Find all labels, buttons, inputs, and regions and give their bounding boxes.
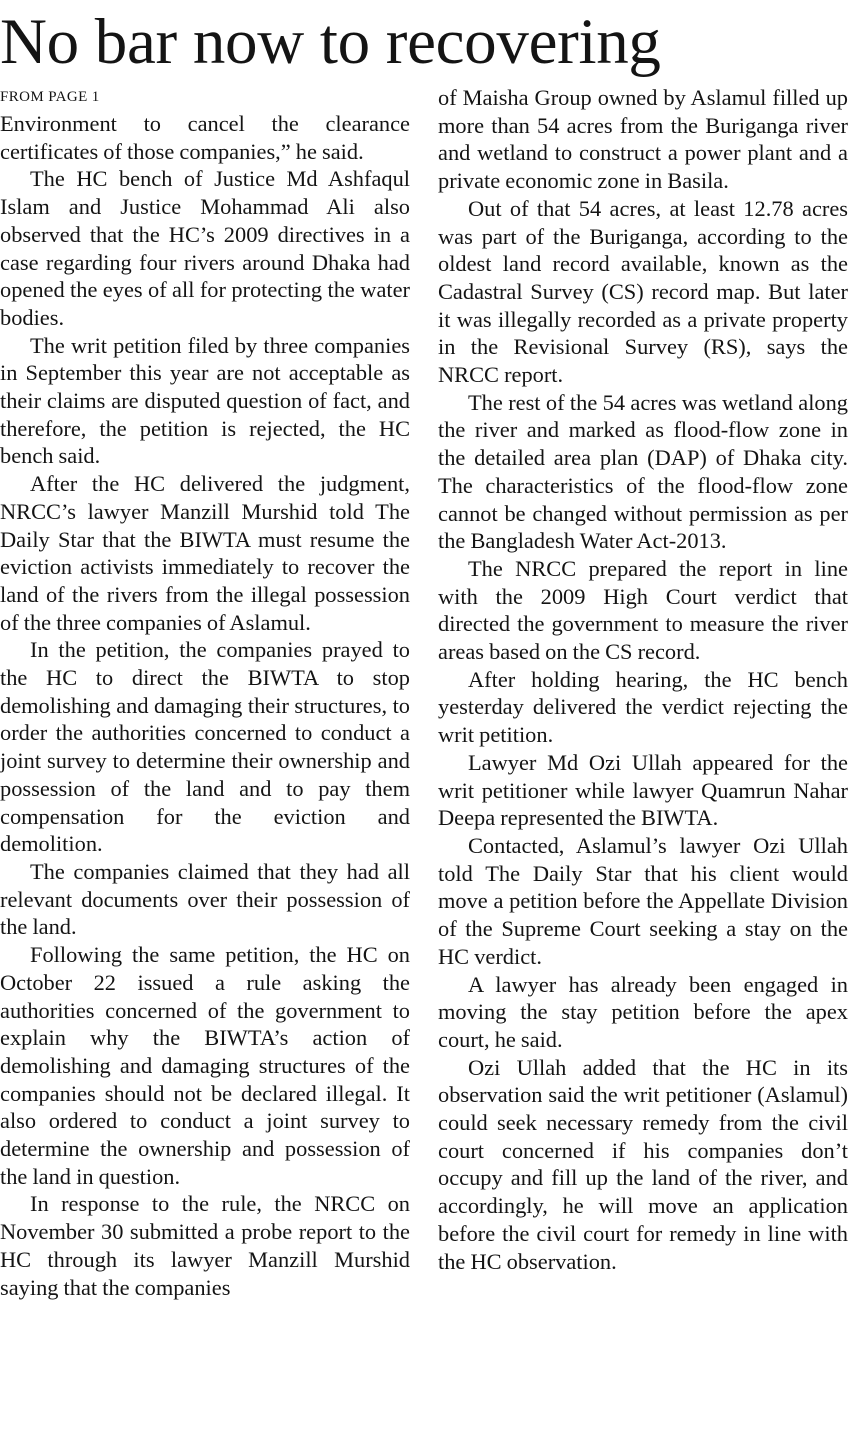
paragraph: After the HC delivered the judgment, NRCC’s lawyer Manzill Murshid told The Daily Star that the BIWTA must resume the eviction activists immediately to recover the land of the rivers from the illegal possession of the three companies of Aslamul. (0, 471, 410, 635)
paragraph: Environment to cancel the clearance certificates of those companies,” he said. (0, 111, 410, 164)
paragraph: The NRCC prepared the report in line with the 2009 High Court verdict that directed the government to measure the river areas based on the CS record. (438, 555, 848, 665)
paragraph: In the petition, the companies prayed to the HC to direct the BIWTA to stop demolishing and damaging their structures, to order the authorities concerned to conduct a joint survey to determine their ownership and possession of the land and to pay them compensation for the eviction and demolition. (0, 637, 410, 857)
paragraph: The writ petition filed by three companies in September this year are not acceptable as their claims are disputed question of fact, and therefore, the petition is rejected, the HC bench said. (0, 332, 410, 469)
paragraph: The companies claimed that they had all relevant documents over their possession of the land. (0, 858, 410, 940)
right-column (438, 84, 848, 1275)
paragraph: Out of that 54 acres, at least 12.78 acres was part of the Buriganga, according to the oldest land record available, known as the Cadastral Survey (CS) record map. But later it was illegally recorded as a private property in the Revisional Survey (RS), says the NRCC report. (438, 195, 848, 388)
headline: No bar now to recovering (0, 6, 661, 78)
paragraph: of Maisha Group owned by Aslamul filled up more than 54 acres from the Buriganga river and wetland to construct a power plant and a private economic zone in Basila. (438, 85, 848, 194)
paragraph: After holding hearing, the HC bench yesterday delivered the verdict rejecting the writ petition. (438, 666, 848, 748)
paragraph: The rest of the 54 acres was wetland along the river and marked as flood-flow zone in the detailed area plan (DAP) of Dhaka city. The characteristics of the flood-flow zone cannot be changed without permission as per the Bangladesh Water Act-2013. (438, 389, 848, 554)
paragraph: Following the same petition, the HC on October 22 issued a rule asking the authorities concerned of the government to explain why the BIWTA’s action of demolishing and damaging structures of the companies should not be declared illegal. It also ordered to conduct a joint survey to determine the ownership and possession of the land in question. (0, 942, 410, 1189)
left-column (0, 84, 410, 1301)
paragraph: Ozi Ullah added that the HC in its observation said the writ petitioner (Aslamul) could seek necessary remedy from the civil court concerned if his companies don’t occupy and fill up the land of the river, and accordingly, he will move an application before the civil court for remedy in line with the HC observation. (438, 1054, 848, 1274)
paragraph: A lawyer has already been engaged in moving the stay petition before the apex court, he said. (438, 971, 848, 1052)
paragraph: Contacted, Aslamul’s lawyer Ozi Ullah told The Daily Star that his client would move a petition before the Appellate Division of the Supreme Court seeking a stay on the HC verdict. (438, 832, 848, 969)
continuation-kicker: FROM PAGE 1 (0, 89, 100, 105)
paragraph: Lawyer Md Ozi Ullah appeared for the writ petitioner while lawyer Quamrun Nahar Deepa represented the BIWTA. (438, 749, 848, 831)
paragraph: The HC bench of Justice Md Ashfaqul Islam and Justice Mohammad Ali also observed that the HC’s 2009 directives in a case regarding four rivers around Dhaka had opened the eyes of all for protecting the water bodies. (0, 166, 410, 330)
paragraph: In response to the rule, the NRCC on November 30 submitted a probe report to the HC through its lawyer Manzill Murshid saying that the companies (0, 1191, 410, 1300)
